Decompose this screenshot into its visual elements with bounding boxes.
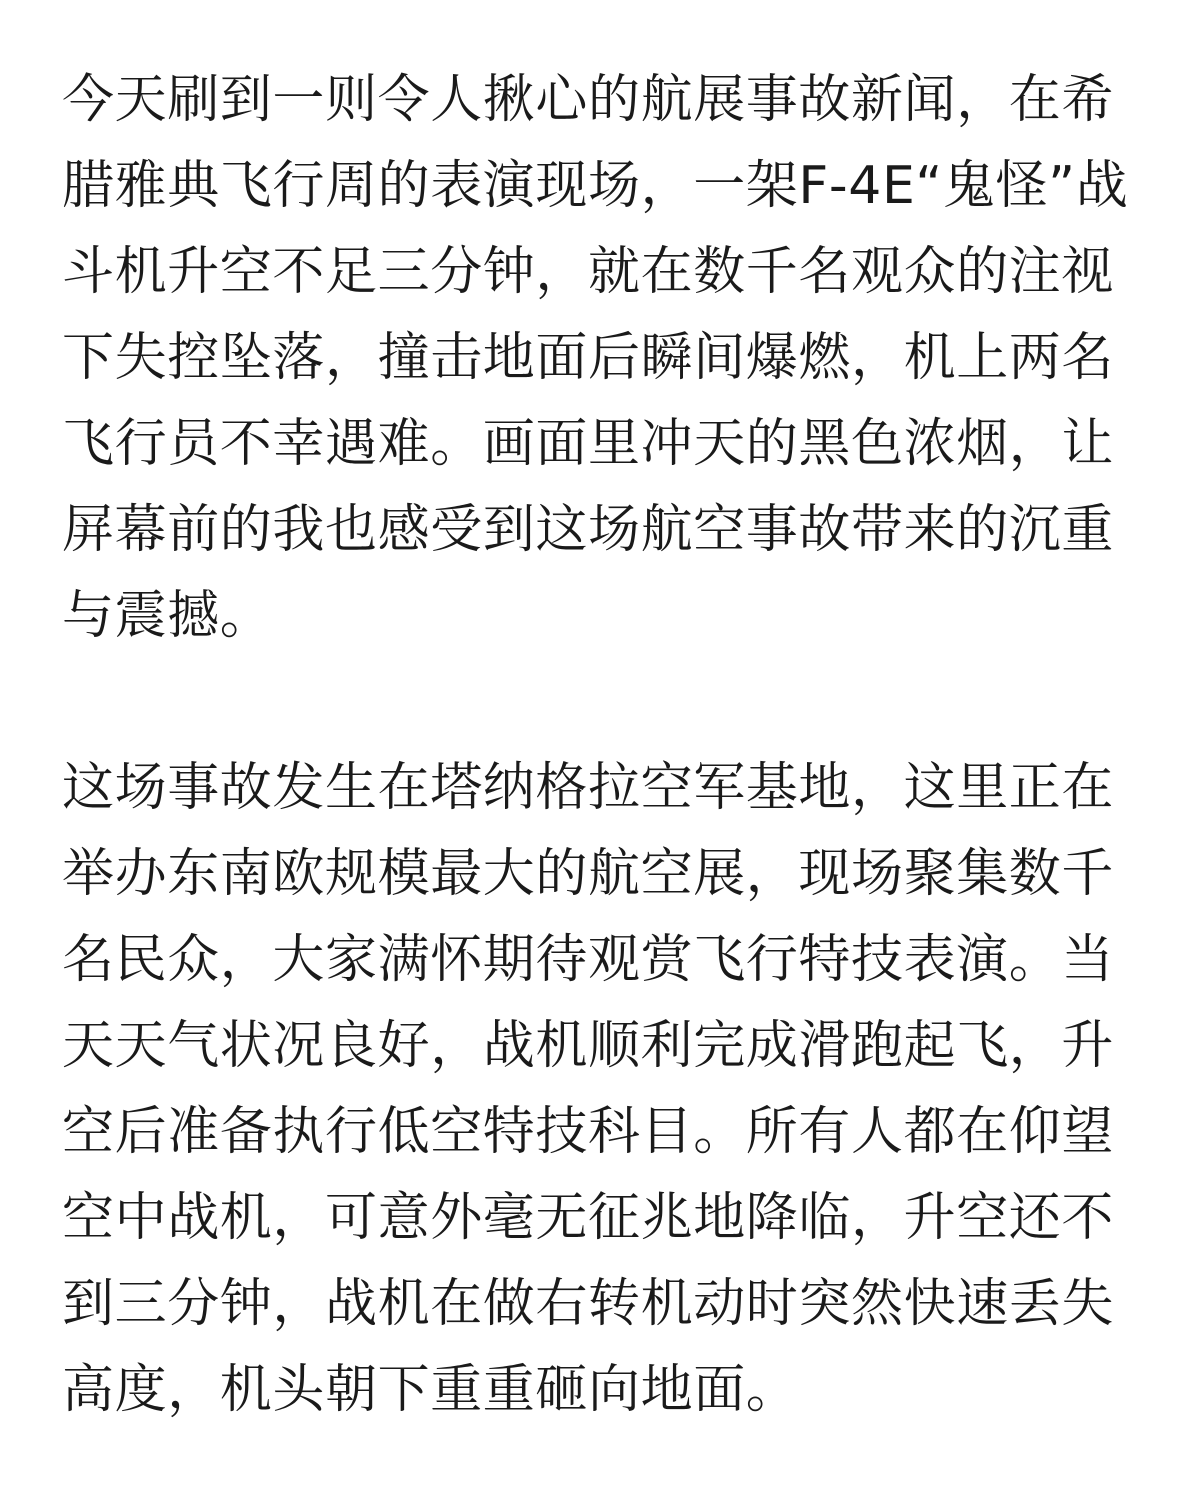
text-line: 飞行员不幸遇难。画面里冲天的黑色浓烟，让: [62, 414, 1115, 474]
text-line: 天天气状况良好，战机顺利完成滑跑起飞，升: [62, 1016, 1115, 1076]
text-line: 腊雅典飞行周的表演现场，一架F-4E“鬼怪”战: [62, 156, 1129, 216]
text-line: 屏幕前的我也感受到这场航空事故带来的沉重: [62, 500, 1115, 560]
text-line: 高度，机头朝下重重砸向地面。: [62, 1360, 799, 1420]
text-line: 空后准备执行低空特技科目。所有人都在仰望: [62, 1102, 1115, 1162]
paragraph-1: [62, 57, 1132, 659]
text-line: 与震撼。: [62, 586, 273, 646]
text-line: 这场事故发生在塔纳格拉空军基地，这里正在: [62, 758, 1115, 818]
text-line: 今天刷到一则令人揪心的航展事故新闻，在希: [62, 70, 1115, 130]
article-body: [62, 57, 1132, 1433]
text-line: 到三分钟，战机在做右转机动时突然快速丢失: [62, 1274, 1115, 1334]
text-line: 斗机升空不足三分钟，就在数千名观众的注视: [62, 242, 1115, 302]
text-line: 下失控坠落，撞击地面后瞬间爆燃，机上两名: [62, 328, 1115, 388]
paragraph-2: [62, 745, 1132, 1433]
text-line: 空中战机，可意外毫无征兆地降临，升空还不: [62, 1188, 1115, 1248]
text-line: 举办东南欧规模最大的航空展，现场聚集数千: [62, 844, 1115, 904]
text-line: 名民众，大家满怀期待观赏飞行特技表演。当: [62, 930, 1115, 990]
